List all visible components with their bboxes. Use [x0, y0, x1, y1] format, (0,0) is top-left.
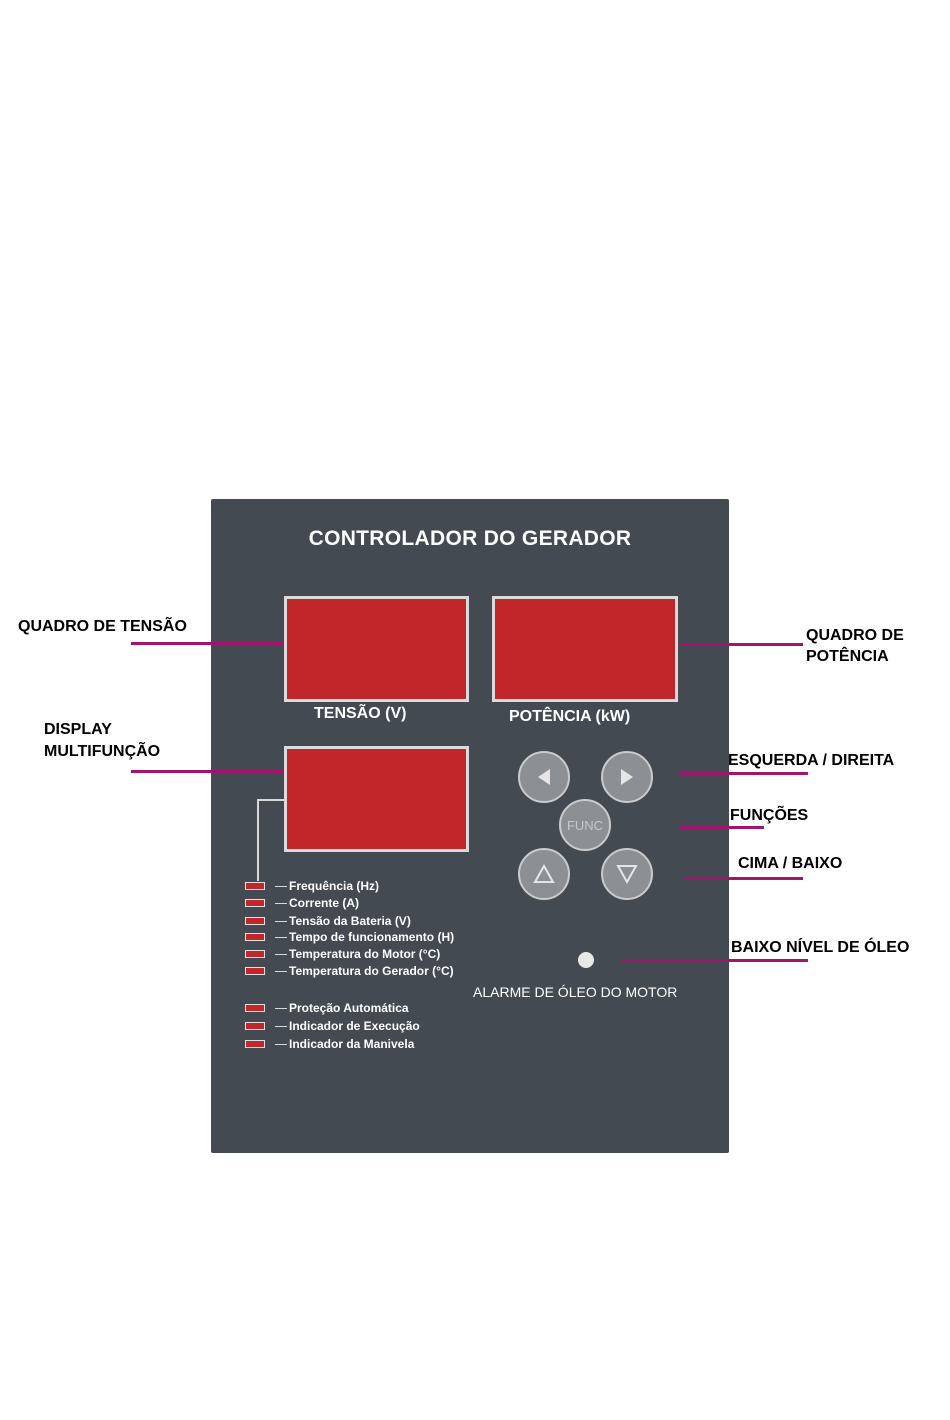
indicator-run-time: [245, 930, 454, 944]
down-button[interactable]: [601, 848, 653, 900]
led: [245, 899, 265, 907]
indicator-engine-temp: [245, 947, 440, 961]
callout-line-up-down: [683, 877, 803, 880]
led: [245, 882, 265, 890]
indicator-label: Temperatura do Motor (°C): [289, 947, 441, 961]
callout-low-oil: BAIXO NÍVEL DE ÓLEO: [731, 939, 910, 956]
callout-multifunction-line1: DISPLAY: [44, 721, 112, 738]
tension-label: TENSÃO (V): [314, 705, 407, 722]
led: [245, 1022, 265, 1030]
multifunction-display: [284, 746, 469, 852]
indicator-connector-vertical: [257, 799, 259, 881]
led: [245, 1040, 265, 1048]
panel-title: CONTROLADOR DO GERADOR: [308, 527, 632, 550]
callout-power-line2: POTÊNCIA: [806, 648, 889, 665]
indicator-label: Tempo de funcionamento (H): [289, 930, 455, 944]
power-display: [492, 596, 678, 702]
indicator-label: Indicador da Manivela: [289, 1037, 415, 1051]
led: [245, 950, 265, 958]
indicator-generator-temp: [245, 964, 454, 978]
controller-panel: [211, 499, 729, 1153]
func-button-label: FUNC: [566, 817, 604, 833]
callout-functions: FUNÇÕES: [730, 807, 809, 824]
callout-line-multifunction: [131, 770, 284, 773]
indicator-label: Frequência (Hz): [289, 879, 380, 893]
indicator-label: Indicador de Execução: [289, 1019, 420, 1033]
arrow-down-icon: [615, 863, 639, 885]
callout-line-low-oil: [621, 959, 808, 962]
indicator-label: Tensão da Bateria (V): [289, 914, 411, 928]
indicator-current: [245, 896, 359, 910]
indicator-running: [245, 1019, 420, 1033]
callout-multifunction-line2: MULTIFUNÇÃO: [44, 743, 161, 760]
up-button[interactable]: [518, 848, 570, 900]
callout-line-tension: [131, 642, 284, 645]
led: [245, 1004, 265, 1012]
callout-line-left-right: [680, 772, 808, 775]
indicator-frequency: [245, 879, 379, 893]
power-label: POTÊNCIA (kW): [509, 708, 631, 725]
indicator-crank: [245, 1037, 414, 1051]
indicator-label: Proteção Automática: [289, 1001, 409, 1015]
arrow-left-icon: [533, 766, 555, 788]
arrow-right-icon: [616, 766, 638, 788]
led: [245, 933, 265, 941]
arrow-up-icon: [532, 863, 556, 885]
indicator-label: Corrente (A): [289, 896, 360, 910]
callout-up-down: CIMA / BAIXO: [738, 855, 843, 872]
callout-line-power: [680, 643, 803, 646]
led: [245, 917, 265, 925]
left-button[interactable]: [518, 751, 570, 803]
oil-alarm-label: ALARME DE ÓLEO DO MOTOR: [473, 984, 678, 1000]
indicator-label: Temperatura do Gerador (°C): [289, 964, 454, 978]
right-button[interactable]: [601, 751, 653, 803]
indicator-auto-protection: [245, 1001, 409, 1015]
led: [245, 967, 265, 975]
func-button[interactable]: [559, 799, 611, 851]
callout-left-right: ESQUERDA / DIREITA: [728, 752, 895, 769]
tension-display: [284, 596, 469, 702]
callout-tension-panel: QUADRO DE TENSÃO: [18, 618, 187, 635]
indicator-battery-voltage: [245, 914, 411, 928]
indicator-connector: [257, 799, 285, 801]
callout-power-line1: QUADRO DE: [806, 627, 904, 644]
oil-alarm-led: [578, 952, 594, 968]
